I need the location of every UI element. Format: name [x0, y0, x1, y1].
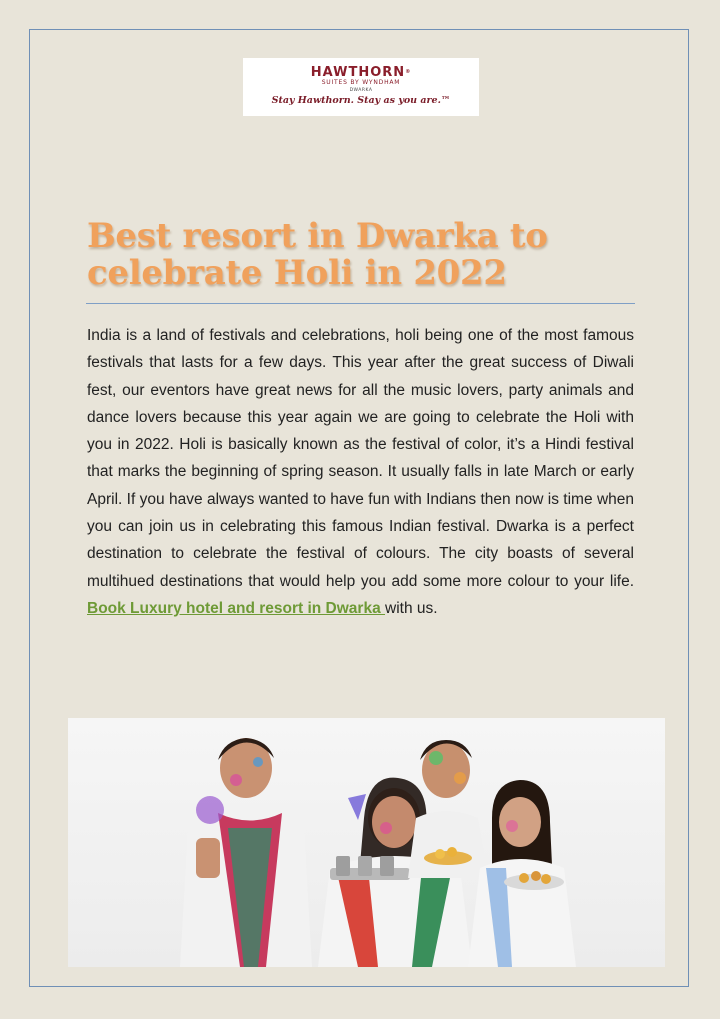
body-text-main: India is a land of festivals and celebrations, holi being one of the most famous festivals that lasts for a few days. This year after the great success of Diwali fest, our eventors have great news for all the music lovers, party animals and dance lovers because this year again we are going to celebrate the Holi with you in 2022. Holi is basically known as the festival of color, it’s a Hindi festival that marks the beginning of spring season. It usually falls in late March or early April. If you have always wanted to have fun with Indians then now is time when you can join us in celebrating this famous Indian festival. Dwarka is a perfect destination to celebrate the festival of colours. The city boasts of several multihued destinations that would help you add some more colour to your life. — [87, 327, 634, 590]
logo-brand: HAWTHORN® — [310, 65, 412, 80]
book-hotel-link[interactable]: Book Luxury hotel and resort in Dwarka — [87, 599, 386, 617]
article-body — [87, 322, 634, 622]
holi-people-illustration — [68, 718, 665, 967]
holi-celebration-photo — [68, 718, 665, 967]
title-divider — [86, 303, 635, 304]
person-right — [468, 780, 576, 967]
body-text-tail: with us. — [385, 599, 438, 617]
hotel-logo — [243, 58, 479, 116]
logo-tagline: Stay Hawthorn. Stay as you are.™ — [271, 95, 451, 106]
logo-subline: SUITES BY WYNDHAM — [321, 79, 401, 86]
logo-location: DWARKA — [349, 88, 373, 93]
article-title: Best resort in Dwarka to celebrate Holi in 2022 — [87, 216, 548, 293]
person-left — [180, 738, 312, 967]
